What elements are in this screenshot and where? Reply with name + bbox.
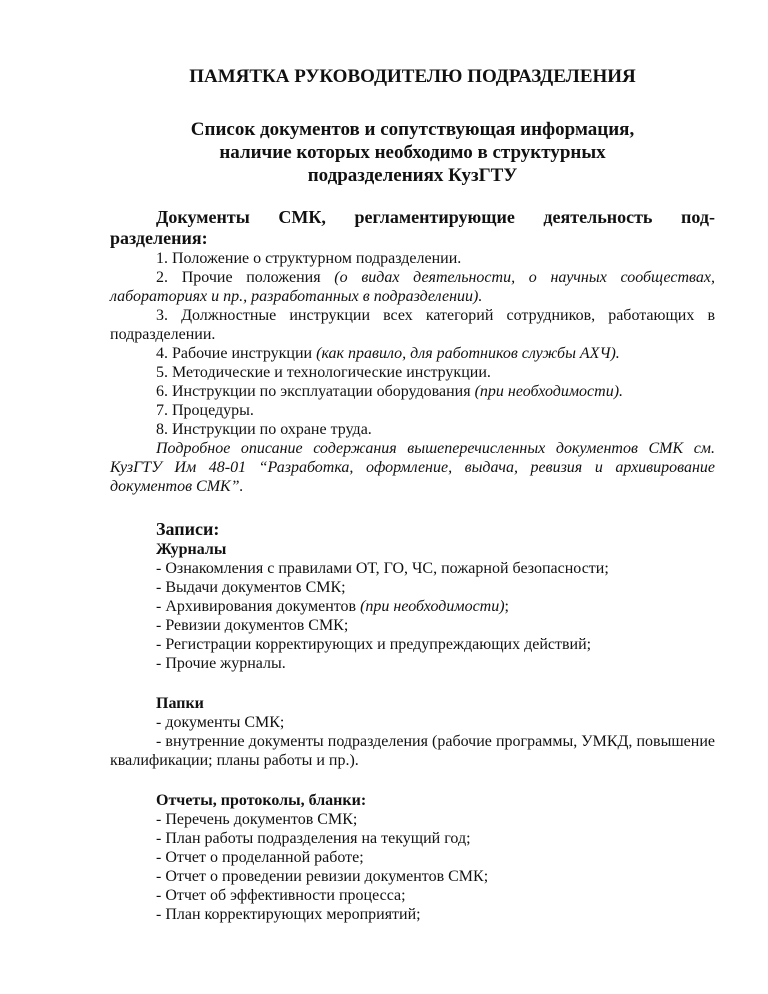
- reports-list: [110, 810, 715, 924]
- document-subtitle: [110, 118, 715, 187]
- journals-label: Журналы: [156, 541, 227, 558]
- item-text: 1. Положение о структурном подразделении.: [156, 250, 462, 267]
- list-item: - Отчет о проведении ревизии документов СМК;: [156, 868, 489, 885]
- smk-list: [110, 249, 715, 496]
- subtitle-line: подразделениях КузГТУ: [307, 165, 518, 186]
- list-item: - внутренние документы подразделения (рабочие программы, УМКД, повышение квалификации; планы работы и пр.).: [110, 733, 715, 769]
- list-item: - Ревизии документов СМК;: [156, 617, 349, 634]
- list-item: [110, 268, 715, 306]
- item-text: 8. Инструкции по охране труда.: [156, 421, 372, 438]
- journals-list: [110, 559, 715, 673]
- folders-label: Папки: [156, 695, 204, 712]
- list-item: [110, 249, 715, 268]
- records-heading: Записи:: [156, 519, 220, 539]
- list-item: - Отчет об эффективности процесса;: [156, 887, 406, 904]
- list-item: [110, 401, 715, 420]
- folders-list: [110, 713, 715, 770]
- list-item: [110, 420, 715, 439]
- list-item: - Перечень документов СМК;: [156, 811, 358, 828]
- list-item: - Регистрации корректирующих и предупреждающих действий;: [156, 636, 592, 653]
- list-item: - План работы подразделения на текущий год;: [156, 830, 471, 847]
- item-note: (как правило, для работников службы АХЧ).: [316, 345, 620, 362]
- list-item: - План корректирующих мероприятий;: [156, 906, 421, 923]
- list-item: [110, 344, 715, 363]
- subtitle-line: Список документов и сопутствующая информация,: [190, 119, 635, 140]
- list-item: [110, 597, 715, 616]
- item-text: - Архивирования документов: [156, 598, 361, 615]
- smk-heading: [110, 207, 715, 249]
- item-text: 3. Должностные инструкции всех категорий сотрудников, работающих в подразделении.: [110, 307, 715, 343]
- item-text: 4. Рабочие инструкции: [156, 345, 317, 362]
- list-item: - Отчет о проделанной работе;: [156, 849, 364, 866]
- document-page: [110, 66, 715, 924]
- item-text: 6. Инструкции по эксплуатации оборудования: [156, 383, 475, 400]
- list-item: [110, 363, 715, 382]
- reports-label: Отчеты, протоколы, бланки:: [156, 792, 367, 809]
- document-title: ПАМЯТКА РУКОВОДИТЕЛЮ ПОДРАЗДЕЛЕНИЯ: [189, 66, 636, 87]
- smk-reference: Подробное описание содержания вышеперечисленных документов СМК см. КузГТУ Им 48-01 “Разработка, оформление, выдача, ревизия и архивирование документов СМК”.: [110, 440, 715, 495]
- item-text: 7. Процедуры.: [156, 402, 254, 419]
- subtitle-line: наличие которых необходимо в структурных: [219, 142, 606, 163]
- list-item: - Выдачи документов СМК;: [156, 579, 346, 596]
- item-note: (при необходимости): [360, 598, 505, 615]
- smk-heading-line2: разделения:: [110, 228, 208, 248]
- smk-heading-line1: Документы СМК, регламентирующие деятельность под-: [156, 207, 715, 227]
- list-item: - Ознакомления с правилами ОТ, ГО, ЧС, пожарной безопасности;: [156, 560, 609, 577]
- item-text: 5. Методические и технологические инструкции.: [156, 364, 491, 381]
- list-item: [110, 306, 715, 344]
- item-note: (о видах деятельности, о научных сообществах, лабораториях и пр., разработанных в подразделении).: [110, 269, 715, 305]
- item-text: 2. Прочие положения: [156, 269, 335, 286]
- item-note: (при необходимости).: [474, 383, 624, 400]
- list-item: - документы СМК;: [156, 714, 285, 731]
- list-item: [110, 382, 715, 401]
- item-tail: ;: [504, 598, 509, 615]
- list-item: - Прочие журналы.: [156, 655, 286, 672]
